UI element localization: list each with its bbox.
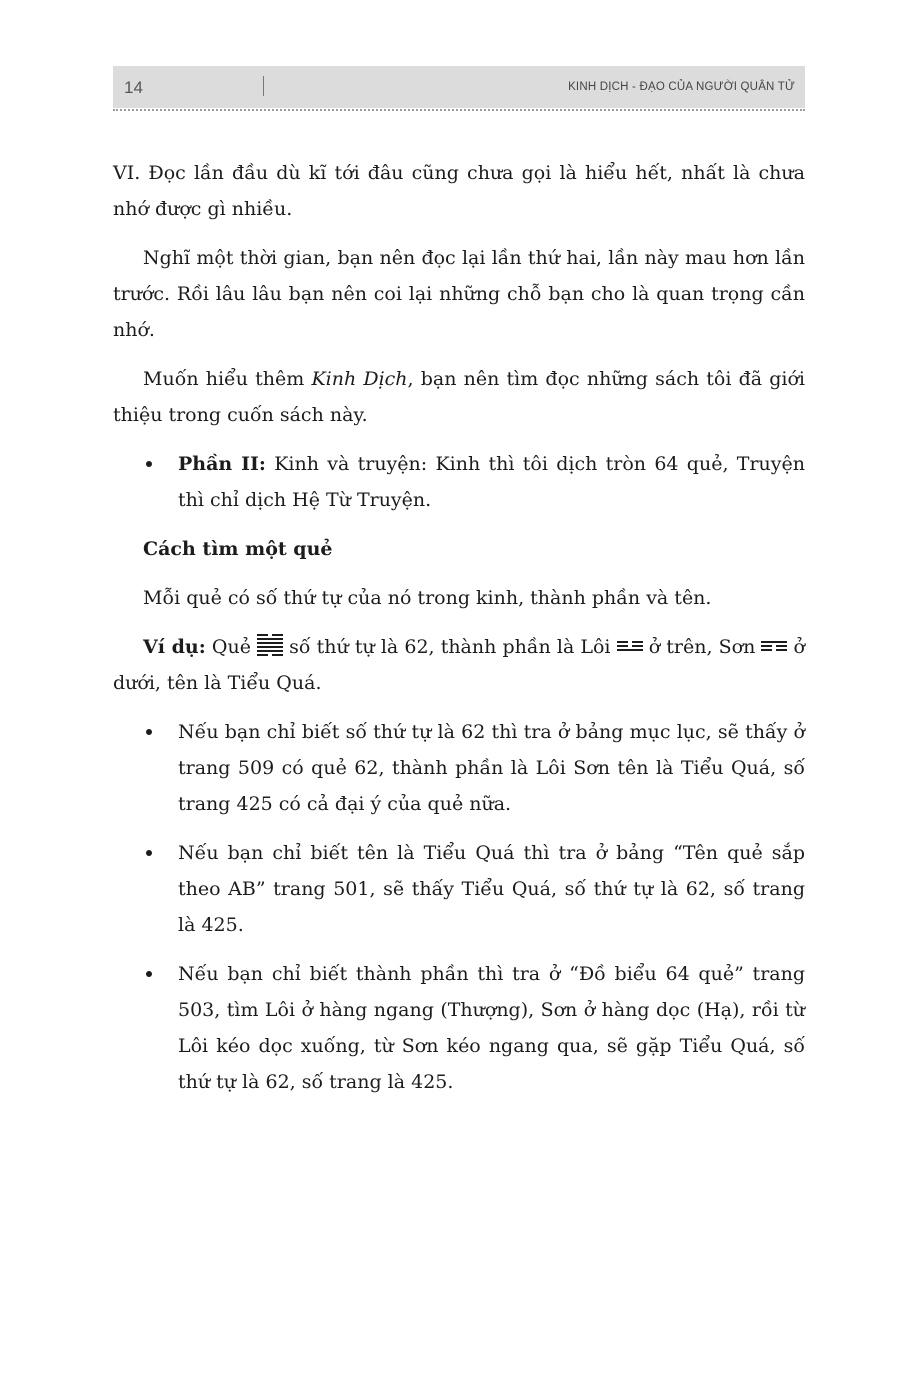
list-item — [113, 714, 805, 822]
part-2-label: Phần II: — [178, 453, 266, 475]
section-intro: Mỗi quẻ có số thứ tự của nó trong kinh, thành phần và tên. — [143, 587, 712, 609]
list-item-text: Nếu bạn chỉ biết tên là Tiểu Quá thì tra ở bảng “Tên quẻ sắp theo AB” trang 501, sẽ thấy Tiểu Quá, số thứ tự là 62, số trang là 425. — [178, 842, 805, 936]
list-item — [113, 835, 805, 943]
paragraph-vi: VI. Đọc lần đầu dù kĩ tới đâu cũng chưa gọi là hiểu hết, nhất là chưa nhớ được gì nhiều. — [113, 162, 805, 220]
mountain-trigram-icon — [761, 641, 787, 652]
text-segment: Quẻ — [205, 636, 258, 658]
list-item-text: Nếu bạn chỉ biết số thứ tự là 62 thì tra ở bảng mục lục, sẽ thấy ở trang 509 có quẻ 62, thành phần là Lôi Sơn tên là Tiểu Quá, số trang 425 có cả đại ý của quẻ nữa. — [178, 721, 805, 815]
text-segment: Muốn hiểu thêm — [143, 368, 312, 390]
bullet-icon — [146, 850, 152, 856]
book-name-italic: Kinh Dịch — [311, 368, 408, 390]
text-segment: ở trên, Sơn — [642, 636, 762, 658]
paragraph-further-reading — [113, 361, 805, 433]
example-paragraph — [113, 629, 805, 701]
example-label: Ví dụ: — [143, 636, 206, 658]
text-segment: ở dưới, tên là Tiểu Quá. — [113, 636, 805, 694]
part-2-text: Kinh và truyện: Kinh thì tôi dịch tròn 64 quẻ, Truyện thì chỉ dịch Hệ Từ Truyện. — [178, 453, 805, 511]
thunder-trigram-icon — [617, 641, 643, 652]
list-item — [113, 956, 805, 1100]
list-item-text: Nếu bạn chỉ biết thành phần thì tra ở “Đồ biểu 64 quẻ” trang 503, tìm Lôi ở hàng ngang (Thượng), Sơn ở hàng dọc (Hạ), rồi từ Lôi kéo dọc xuống, từ Sơn kéo ngang qua, sẽ gặp Tiểu Quá, số thứ tự là 62, số trang là 425. — [178, 963, 805, 1093]
page-body — [113, 155, 805, 1113]
paragraph-reread: Nghĩ một thời gian, bạn nên đọc lại lần thứ hai, lần này mau hơn lần trước. Rồi lâu lâu bạn nên coi lại những chỗ bạn cho là quan trọng cần nhớ. — [113, 247, 805, 341]
hexagram-62-icon — [257, 634, 283, 656]
book-title: KINH DỊCH - ĐẠO CỦA NGƯỜI QUÂN TỬ — [568, 81, 795, 93]
list-item-part-2 — [113, 446, 805, 518]
header-separator — [263, 76, 264, 96]
bullet-icon — [146, 461, 152, 467]
bullet-icon — [146, 729, 152, 735]
header-dotted-rule — [113, 109, 805, 111]
text-segment: , bạn nên tìm đọc những sách tôi đã giới thiệu trong cuốn sách này. — [113, 368, 805, 426]
section-heading: Cách tìm một quẻ — [143, 538, 333, 560]
text-segment: số thứ tự là 62, thành phần là Lôi — [283, 636, 617, 658]
running-header — [113, 66, 805, 108]
bullet-icon — [146, 971, 152, 977]
page-number: 14 — [124, 78, 143, 97]
